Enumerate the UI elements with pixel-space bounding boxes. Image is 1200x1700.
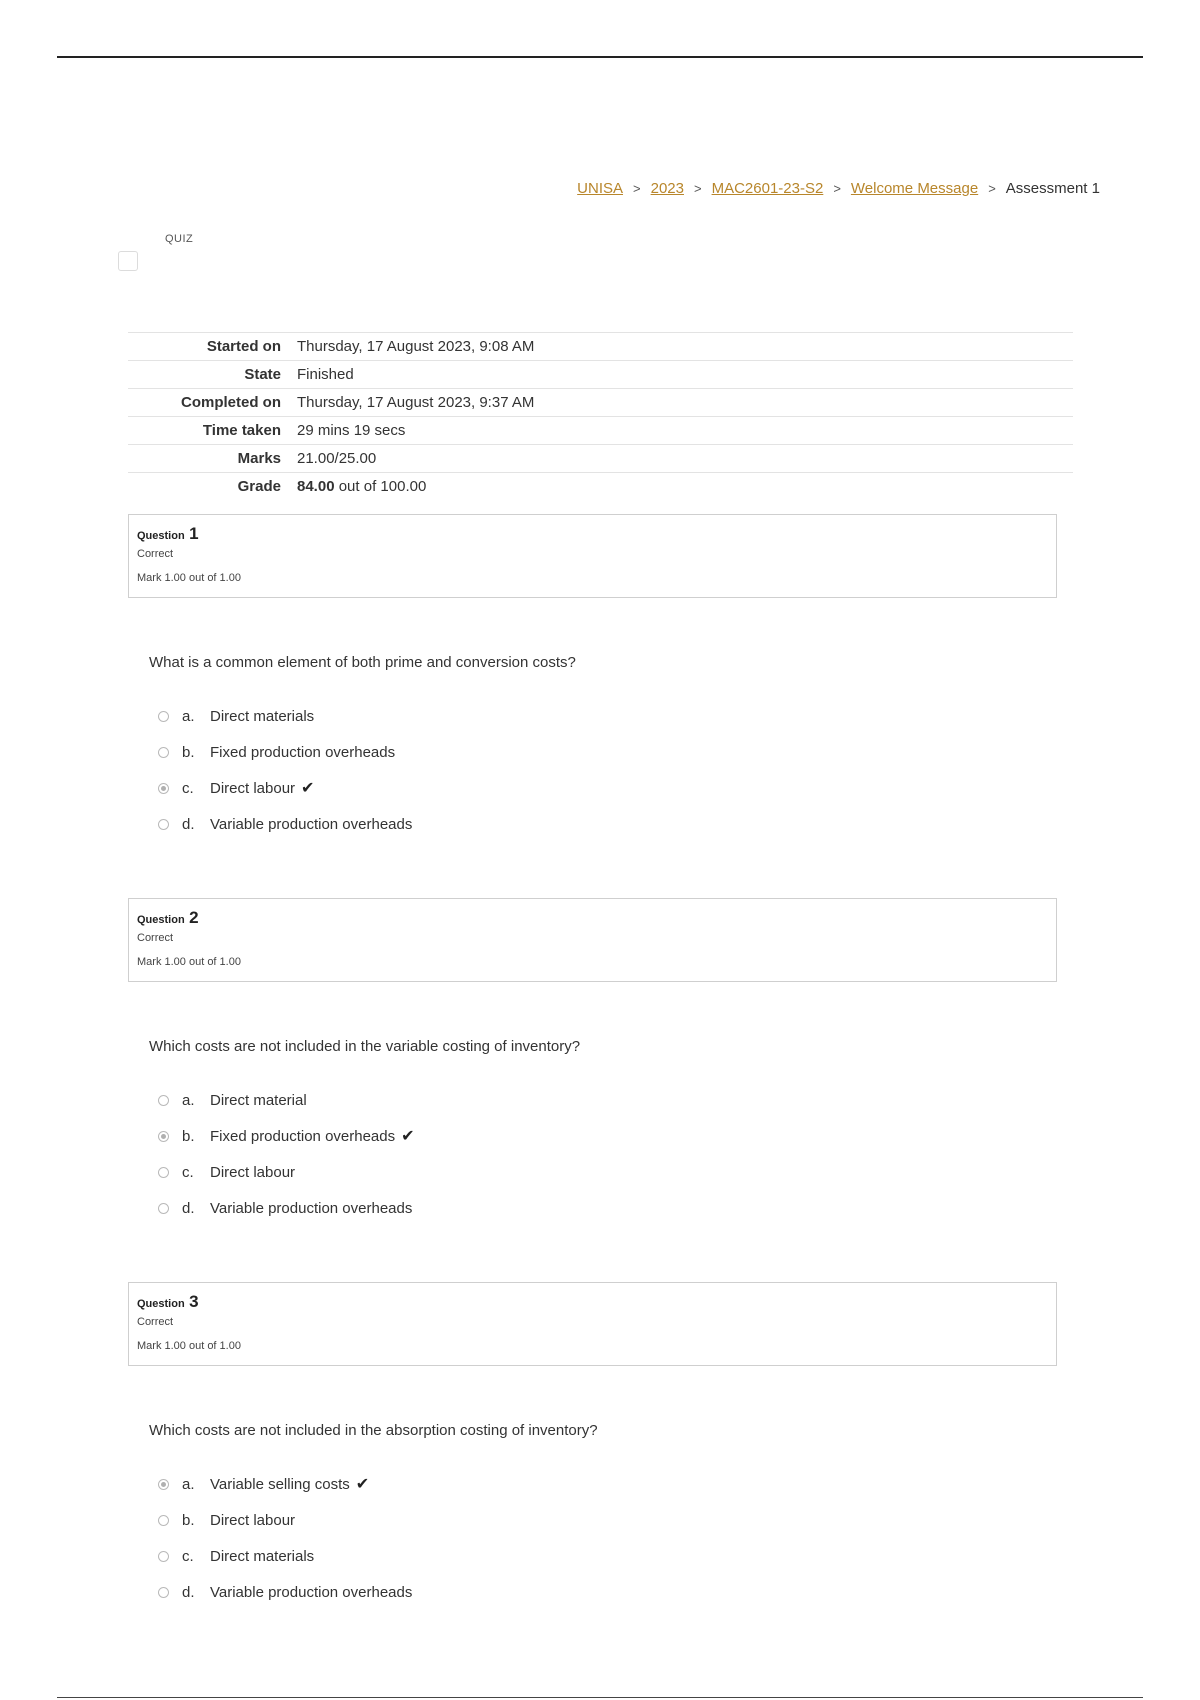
- summary-row: [128, 445, 1073, 473]
- summary-label: Completed on: [181, 394, 281, 411]
- question-number: 3: [189, 1292, 199, 1311]
- answer-text: Variable production overheads: [210, 1583, 413, 1601]
- question-info-1: [128, 514, 1057, 598]
- grade-value: 84.00: [297, 478, 335, 495]
- breadcrumb-link-unisa[interactable]: UNISA: [577, 180, 624, 197]
- radio-button[interactable]: [158, 1587, 169, 1598]
- answer-letter: b.: [182, 743, 195, 761]
- question-mark: Mark 1.00 out of 1.00: [137, 1340, 241, 1352]
- summary-label: Marks: [237, 450, 281, 467]
- answer-text: Variable selling costs: [210, 1475, 350, 1493]
- question-state: Correct: [137, 548, 174, 560]
- summary-label: Grade: [237, 478, 281, 495]
- answer-list-3: [158, 1466, 658, 1610]
- answer-option[interactable]: [158, 1190, 658, 1226]
- breadcrumb-separator: >: [988, 181, 996, 196]
- question-number: 2: [189, 908, 199, 927]
- summary-value: 21.00/25.00: [297, 450, 377, 467]
- answer-list-1: [158, 698, 658, 842]
- question-info-2: [128, 898, 1057, 982]
- answer-text: Direct labour: [210, 779, 296, 797]
- radio-button[interactable]: [158, 1551, 169, 1562]
- attempt-summary-table: [128, 332, 1073, 500]
- answer-letter: c.: [182, 1547, 194, 1565]
- answer-option[interactable]: [158, 734, 658, 770]
- answer-text: Variable production overheads: [210, 1199, 413, 1217]
- grade-out-of: out of 100.00: [338, 478, 427, 495]
- summary-value: Finished: [297, 366, 354, 383]
- answer-option[interactable]: [158, 1466, 658, 1502]
- answer-option[interactable]: [158, 1538, 658, 1574]
- answer-letter: a.: [182, 707, 195, 725]
- breadcrumb-separator: >: [693, 181, 702, 196]
- answer-list-2: [158, 1082, 658, 1226]
- answer-option[interactable]: [158, 1502, 658, 1538]
- answer-letter: b.: [182, 1511, 195, 1529]
- question-title: Question: [137, 914, 185, 926]
- summary-value: Thursday, 17 August 2023, 9:08 AM: [297, 338, 535, 355]
- answer-text: Direct materials: [210, 1547, 315, 1565]
- radio-button-selected[interactable]: [158, 1479, 169, 1490]
- radio-button[interactable]: [158, 747, 169, 758]
- breadcrumb-separator: >: [633, 181, 641, 196]
- question-state: Correct: [137, 932, 174, 944]
- answer-text: Variable production overheads: [210, 815, 413, 833]
- quiz-label: QUIZ: [165, 233, 194, 245]
- check-icon: ✔: [355, 1476, 370, 1493]
- summary-label: Time taken: [202, 422, 281, 439]
- answer-text: Direct materials: [210, 707, 315, 725]
- question-number: 1: [189, 524, 199, 543]
- radio-button[interactable]: [158, 1167, 169, 1178]
- question-title: Question: [137, 1298, 185, 1310]
- radio-button[interactable]: [158, 711, 169, 722]
- question-state: Correct: [137, 1316, 174, 1328]
- answer-letter: d.: [182, 815, 195, 833]
- summary-value: 29 mins 19 secs: [297, 422, 406, 439]
- summary-row: [128, 389, 1073, 417]
- check-icon: ✔: [401, 1128, 415, 1145]
- answer-text: Fixed production overheads: [210, 743, 396, 761]
- answer-option[interactable]: [158, 806, 658, 842]
- summary-row: [128, 473, 1073, 501]
- question-text-1: What is a common element of both prime and conversion costs?: [149, 654, 576, 671]
- breadcrumb-separator: >: [833, 181, 841, 196]
- breadcrumb: [577, 180, 1100, 197]
- quiz-checkbox[interactable]: [118, 251, 138, 271]
- check-icon: ✔: [301, 780, 315, 797]
- summary-value: Thursday, 17 August 2023, 9:37 AM: [297, 394, 535, 411]
- answer-letter: a.: [182, 1475, 195, 1493]
- summary-label: State: [244, 366, 281, 383]
- question-text-2: Which costs are not included in the variable costing of inventory?: [149, 1038, 581, 1055]
- answer-letter: c.: [182, 1163, 194, 1181]
- answer-letter: c.: [182, 779, 194, 797]
- summary-value: [297, 473, 1073, 501]
- question-mark: Mark 1.00 out of 1.00: [137, 572, 241, 584]
- answer-text: Direct material: [210, 1091, 307, 1109]
- summary-row: [128, 361, 1073, 389]
- answer-option[interactable]: [158, 1082, 658, 1118]
- radio-button[interactable]: [158, 1203, 169, 1214]
- question-mark: Mark 1.00 out of 1.00: [137, 956, 241, 968]
- breadcrumb-link-welcome[interactable]: Welcome Message: [850, 180, 979, 197]
- breadcrumb-current: Assessment 1: [1005, 180, 1100, 197]
- answer-option[interactable]: [158, 1118, 658, 1154]
- question-info-3: [128, 1282, 1057, 1366]
- summary-row: [128, 333, 1073, 361]
- radio-button-selected[interactable]: [158, 783, 169, 794]
- question-text-3: Which costs are not included in the absorption costing of inventory?: [149, 1422, 598, 1439]
- question-title: Question: [137, 530, 185, 542]
- answer-option[interactable]: [158, 1154, 658, 1190]
- page-bottom-rule: [57, 1697, 1143, 1698]
- radio-button-selected[interactable]: [158, 1131, 169, 1142]
- radio-button[interactable]: [158, 819, 169, 830]
- answer-text: Fixed production overheads: [210, 1127, 396, 1145]
- answer-option[interactable]: [158, 770, 658, 806]
- breadcrumb-link-course[interactable]: MAC2601-23-S2: [711, 180, 824, 197]
- page-top-rule: [57, 56, 1143, 58]
- answer-letter: d.: [182, 1583, 195, 1601]
- answer-text: Direct labour: [210, 1163, 296, 1181]
- answer-letter: a.: [182, 1091, 195, 1109]
- summary-row: [128, 417, 1073, 445]
- answer-text: Direct labour: [210, 1511, 296, 1529]
- radio-button[interactable]: [158, 1515, 169, 1526]
- breadcrumb-link-year[interactable]: 2023: [650, 180, 684, 197]
- answer-letter: d.: [182, 1199, 195, 1217]
- answer-letter: b.: [182, 1127, 195, 1145]
- answer-option[interactable]: [158, 698, 658, 734]
- radio-button[interactable]: [158, 1095, 169, 1106]
- answer-option[interactable]: [158, 1574, 658, 1610]
- summary-label: Started on: [206, 338, 281, 355]
